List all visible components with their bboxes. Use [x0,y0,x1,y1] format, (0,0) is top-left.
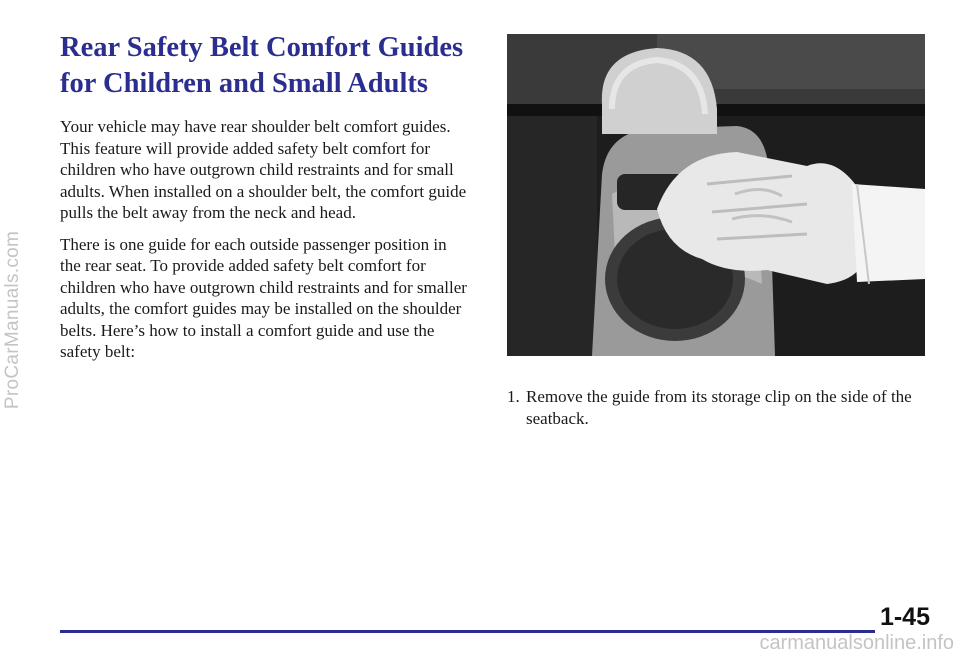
bottom-watermark: carmanualsonline.info [759,632,954,654]
left-column [60,30,470,363]
side-watermark-text: ProCarManuals.com [2,230,23,410]
side-watermark [0,70,26,570]
comfort-guide-photo [507,34,925,356]
installation-paragraph: There is one guide for each outside passenger position in the rear seat. To provide added safety belt comfort for children who have outgrown child restraints and for smaller adults, the comfort guides may be installed on the shoulder belts. Here’s how to install a comfort guide and use the safety belt: [60,234,467,361]
step-number: 1. [507,387,520,406]
intro-paragraph: Your vehicle may have rear shoulder belt comfort guides. This feature will provide added safety belt comfort for children who have outgrown child restraints and for small adults. When installed on a shoulder belt, the comfort guide pulls the belt away from the neck and head. [60,117,467,222]
step-1 [507,386,937,429]
step-text: Remove the guide from its storage clip on the side of the seatback. [526,387,912,428]
page-number: 1-45 [879,603,930,631]
section-title: Rear Safety Belt Comfort Guides for Children and Small Adults [60,32,464,99]
footer-rule [60,630,875,633]
